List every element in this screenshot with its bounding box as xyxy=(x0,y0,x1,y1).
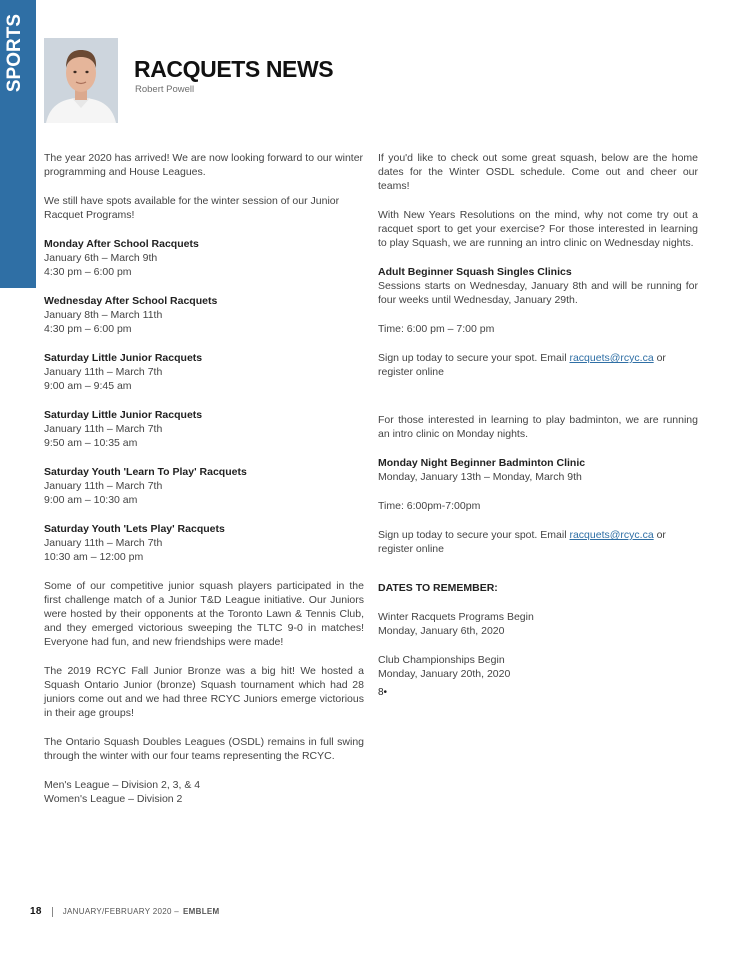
article-end-mark: 8• xyxy=(378,687,388,698)
program-dates: January 11th – March 7th xyxy=(44,366,163,378)
program-block xyxy=(44,408,364,450)
body-paragraph: The Ontario Squash Doubles Leagues (OSDL) remains in full swing through the winter with our four teams representing the RCYC. xyxy=(44,736,364,762)
page-footer xyxy=(30,906,220,917)
issue-label: JANUARY/FEBRUARY 2020 – xyxy=(62,907,180,916)
date-value: Monday, January 20th, 2020 xyxy=(378,668,511,680)
program-time: 9:00 am – 9:45 am xyxy=(44,380,132,392)
program-dates: January 11th – March 7th xyxy=(44,423,163,435)
author-portrait-image xyxy=(44,38,118,123)
email-prefix: Email xyxy=(540,352,570,364)
program-time: 4:30 pm – 6:00 pm xyxy=(44,323,132,335)
sports-side-tab xyxy=(0,0,36,288)
program-name: Saturday Little Junior Racquets xyxy=(44,409,203,421)
squash-clinic-block xyxy=(378,265,698,307)
badminton-clinic-block xyxy=(378,456,698,484)
program-dates: January 11th – March 7th xyxy=(44,480,163,492)
clinic-time: Time: 6:00 pm – 7:00 pm xyxy=(378,323,495,335)
body-paragraph: Some of our competitive junior squash players participated in the first challenge match of a Junior T&D League initiative. Our Juniors were hosted by their opponents at the Toronto Lawn & Tennis Club, and they emerged victorious sweeping the TLTC 9-0 in matches! Everyone had fun, and new friendships were made! xyxy=(44,580,364,648)
dates-heading: DATES TO REMEMBER: xyxy=(378,582,498,594)
body-paragraph: The 2019 RCYC Fall Junior Bronze was a big hit! We hosted a Squash Ontario Junior (bronze) Squash tournament which had 28 juniors come out and we had three RCYC Juniors emerge victorious in their age groups! xyxy=(44,665,364,719)
left-column xyxy=(44,151,364,821)
program-name: Saturday Youth 'Learn To Play' Racquets xyxy=(44,466,247,478)
program-dates: January 8th – March 11th xyxy=(44,309,163,321)
program-block xyxy=(44,465,364,507)
magazine-name: EMBLEM xyxy=(183,907,220,916)
signup-text: Sign up today to secure your spot. xyxy=(378,352,538,364)
date-event: Winter Racquets Programs Begin xyxy=(378,611,534,623)
clinic-heading: Monday Night Beginner Badminton Clinic xyxy=(378,457,586,469)
program-block xyxy=(44,294,364,336)
email-suffix: or register online xyxy=(378,352,666,378)
program-name: Saturday Youth 'Lets Play' Racquets xyxy=(44,523,225,535)
league-list xyxy=(44,778,364,806)
intro-paragraph: We still have spots available for the winter session of our Junior Racquet Programs! xyxy=(44,195,340,221)
program-time: 9:50 am – 10:35 am xyxy=(44,437,138,449)
program-time: 10:30 am – 12:00 pm xyxy=(44,551,144,563)
program-block xyxy=(44,237,364,279)
author-photo xyxy=(44,38,118,123)
clinic-heading: Adult Beginner Squash Singles Clinics xyxy=(378,266,572,278)
intro-paragraph: The year 2020 has arrived! We are now looking forward to our winter programming and House Leagues. xyxy=(44,152,364,178)
program-time: 4:30 pm – 6:00 pm xyxy=(44,266,132,278)
date-value: Monday, January 6th, 2020 xyxy=(378,625,505,637)
author-byline: Robert Powell xyxy=(135,84,195,95)
program-time: 9:00 am – 10:30 am xyxy=(44,494,138,506)
body-paragraph: If you'd like to check out some great squash, below are the home dates for the Winter OSDL schedule. Come out and cheer our teams! xyxy=(378,152,698,192)
program-name: Monday After School Racquets xyxy=(44,238,199,250)
program-dates: January 6th – March 9th xyxy=(44,252,158,264)
clinic-signup xyxy=(378,351,698,379)
email-prefix: Email xyxy=(540,529,570,541)
email-link[interactable]: racquets@rcyc.ca xyxy=(569,529,654,541)
program-name: Saturday Little Junior Racquets xyxy=(44,352,203,364)
section-label: SPORTS xyxy=(4,14,25,93)
signup-text: Sign up today to secure your spot. xyxy=(378,529,538,541)
clinic-time: Time: 6:00pm-7:00pm xyxy=(378,500,481,512)
date-item xyxy=(378,653,698,681)
program-name: Wednesday After School Racquets xyxy=(44,295,218,307)
page-number: 18 xyxy=(30,906,42,917)
footer-divider xyxy=(52,907,53,917)
body-paragraph: For those interested in learning to play badminton, we are running an intro clinic on Monday nights. xyxy=(378,414,698,440)
clinic-signup xyxy=(378,528,698,556)
right-column xyxy=(378,151,698,700)
clinic-description: Sessions starts on Wednesday, January 8th and will be running for four weeks until Wednesday, January 29th. xyxy=(378,280,698,306)
date-event: Club Championships Begin xyxy=(378,654,505,666)
league-item: Men's League – Division 2, 3, & 4 xyxy=(44,779,201,791)
page-title: RACQUETS NEWS xyxy=(134,56,334,82)
program-dates: January 11th – March 7th xyxy=(44,537,163,549)
email-suffix: or register online xyxy=(378,529,666,555)
date-item xyxy=(378,610,698,638)
body-paragraph: With New Years Resolutions on the mind, why not come try out a racquet sport to get your exercise? For those interested in learning to play Squash, we are running an intro clinic on Wednesday nights. xyxy=(378,209,698,249)
email-link[interactable]: racquets@rcyc.ca xyxy=(569,352,654,364)
clinic-dates: Monday, January 13th – Monday, March 9th xyxy=(378,471,582,483)
league-item: Women's League – Division 2 xyxy=(44,793,183,805)
program-block xyxy=(44,522,364,564)
program-block xyxy=(44,351,364,393)
